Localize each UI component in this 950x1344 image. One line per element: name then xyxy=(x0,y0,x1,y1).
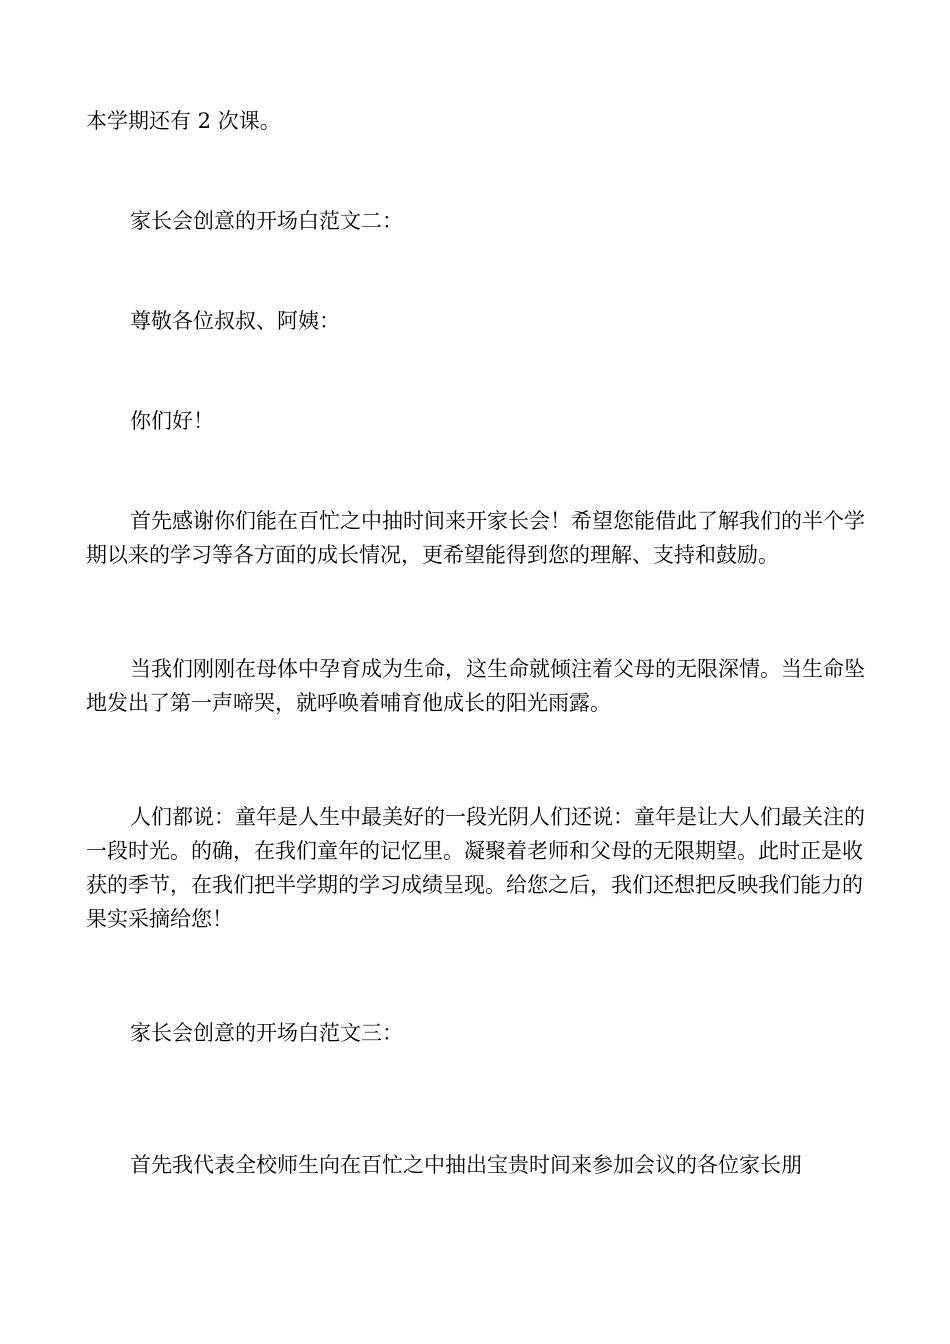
section-heading-2: 家长会创意的开场白范文二： xyxy=(130,209,403,233)
salutation: 尊敬各位叔叔、阿姨： xyxy=(130,309,340,333)
paragraph-childhood: 人们都说：童年是人生中最美好的一段光阴人们还说：童年是让大人们最关注的一段时光。的确，在我们童年的记忆里。凝聚着老师和父母的无限期望。此时正是收获的季节，在我们把半学期的学习成绩呈现。给您之后，我们还想把反映我们能力的果实采摘给您！ xyxy=(86,805,865,931)
paragraph-birth: 当我们刚刚在母体中孕育成为生命，这生命就倾注着父母的无限深情。当生命坠地发出了第一声啼哭，就呼唤着哺育他成长的阳光雨露。 xyxy=(86,657,865,715)
paragraph-representative: 首先我代表全校师生向在百忙之中抽出宝贵时间来参加会议的各位家长朋 xyxy=(130,1153,802,1177)
section-heading-3: 家长会创意的开场白范文三： xyxy=(130,1021,403,1045)
greeting: 你们好！ xyxy=(130,409,214,433)
paragraph-thanks: 首先感谢你们能在百忙之中抽时间来开家长会！希望您能借此了解我们的半个学期以来的学习等各方面的成长情况，更希望能得到您的理解、支持和鼓励。 xyxy=(86,509,865,567)
paragraph-continuation: 本学期还有 2 次课。 xyxy=(86,109,281,133)
